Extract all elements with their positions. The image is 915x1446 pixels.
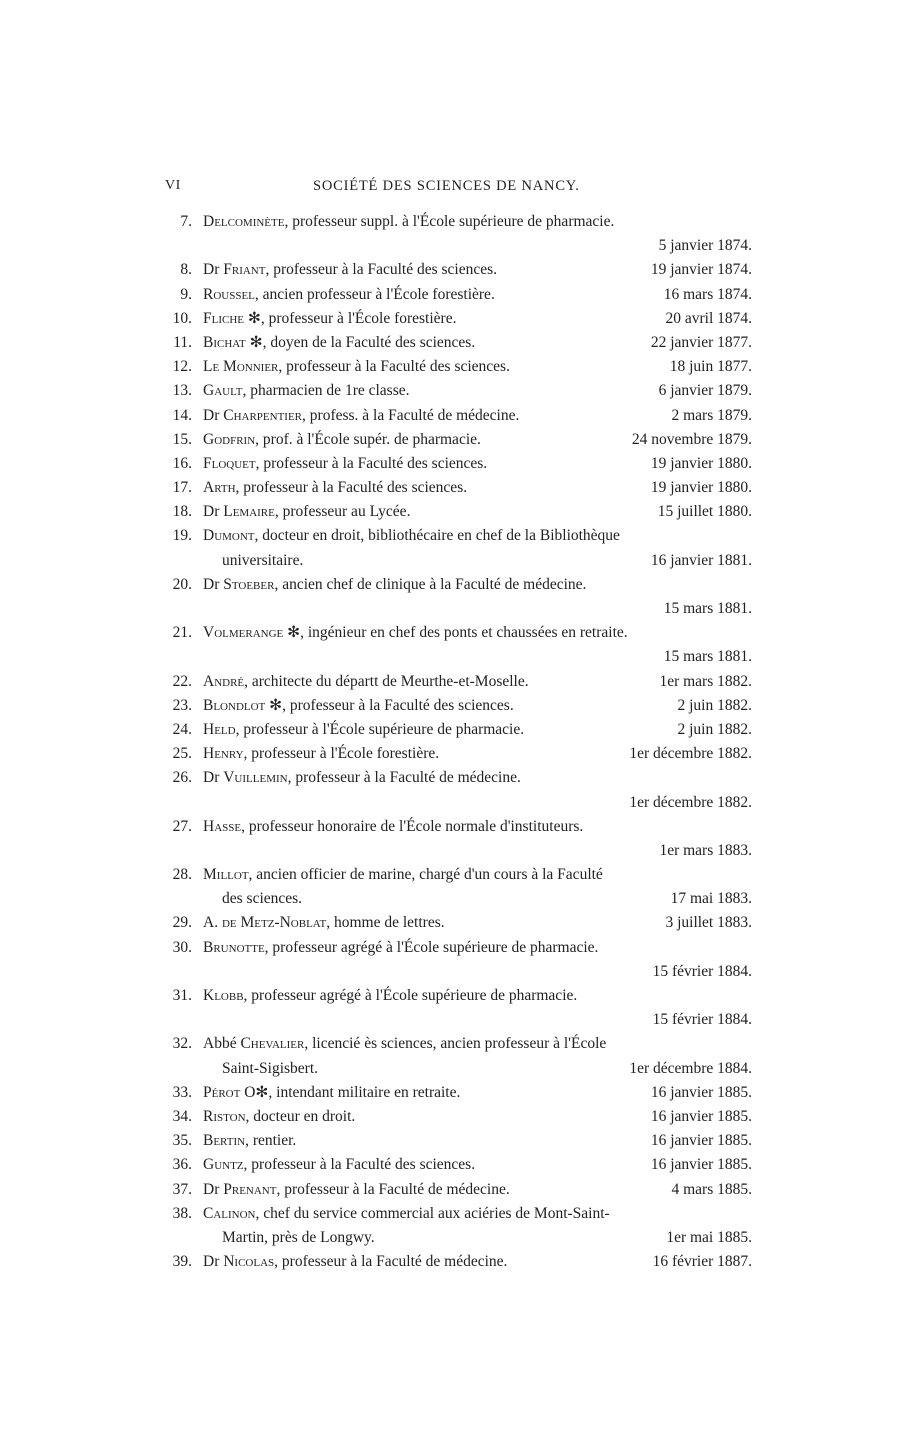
list-item-continuation — [160, 839, 752, 863]
member-description-continued: Martin, près de Longwy. — [222, 1228, 375, 1246]
entry-text — [203, 379, 410, 403]
list-item — [160, 718, 752, 742]
list-item — [160, 404, 752, 428]
admission-date: 16 janvier 1885. — [650, 1107, 752, 1125]
admission-date: 15 mars 1881. — [663, 600, 752, 617]
entry-text — [203, 1250, 507, 1274]
entry-number: 16. — [172, 454, 192, 472]
list-item-continuation — [160, 791, 752, 815]
member-description: , professeur à la Faculté des sciences. — [243, 1156, 476, 1174]
list-item — [160, 524, 752, 548]
entry-number: 31. — [172, 987, 192, 1004]
entry-number: 9. — [180, 285, 192, 303]
admission-date: 1er mars 1882. — [659, 672, 752, 690]
list-item-continuation — [160, 960, 752, 984]
entry-number: 15. — [172, 430, 192, 448]
list-item — [160, 283, 752, 307]
entry-number: 30. — [172, 938, 192, 956]
member-name: Bertin — [203, 1132, 246, 1150]
entry-text — [203, 984, 577, 1008]
entry-text — [203, 742, 439, 766]
member-name: Volmerange — [203, 624, 284, 642]
admission-date: 15 février 1884. — [652, 1011, 752, 1029]
entry-text — [203, 476, 467, 500]
entry-text — [203, 258, 497, 282]
member-name: Guntz — [203, 1156, 244, 1174]
admission-date: 15 juillet 1880. — [657, 503, 752, 521]
list-item-continuation — [160, 597, 752, 621]
entry-number: 7. — [180, 213, 192, 230]
list-item — [160, 694, 752, 718]
entry-number: 19. — [172, 527, 192, 545]
member-name: Nicolas — [223, 1253, 275, 1271]
entry-text — [203, 621, 628, 645]
admission-date: 16 janvier 1885. — [650, 1083, 752, 1101]
entry-number: 14. — [172, 406, 192, 424]
member-name: Millot — [203, 866, 249, 884]
member-description: , licencié ès sciences, ancien professeur à l'École — [304, 1035, 607, 1053]
entry-text — [203, 452, 487, 476]
member-description: , chef du service commercial aux aciéries de Mont-Saint- — [255, 1204, 610, 1222]
member-name: Le Monnier — [203, 358, 279, 376]
member-name: Fliche — [203, 309, 245, 327]
admission-date: 18 juin 1877. — [669, 358, 752, 376]
member-description-continued: universitaire. — [222, 551, 304, 569]
list-item — [160, 984, 752, 1008]
list-item — [160, 621, 752, 645]
member-description: , professeur à la Faculté des sciences. — [235, 479, 468, 497]
member-description: , professeur agrégé à l'École supérieure de pharmacie. — [243, 987, 578, 1004]
entry-number: 22. — [172, 672, 192, 690]
list-item-continuation — [160, 234, 752, 258]
member-description: , professeur à la Faculté de médecine. — [274, 1253, 508, 1271]
member-name: de Metz-Noblat — [221, 914, 327, 932]
list-item — [160, 379, 752, 403]
entry-number: 26. — [172, 769, 192, 787]
entry-text — [203, 1129, 296, 1153]
member-name: Vuillemin — [223, 769, 288, 787]
admission-date: 17 mai 1883. — [670, 890, 752, 908]
list-item — [160, 1032, 752, 1056]
member-description: , ancien chef de clinique à la Faculté de médecine. — [274, 575, 587, 593]
member-name: Henry — [203, 745, 244, 763]
list-item — [160, 1081, 752, 1105]
member-name: Klobb — [203, 987, 244, 1004]
list-item-continuation — [160, 1008, 752, 1032]
admission-date: 6 janvier 1879. — [658, 382, 752, 400]
admission-date: 4 mars 1885. — [671, 1180, 752, 1198]
entry-title-prefix: Abbé — [203, 1035, 241, 1053]
list-item — [160, 258, 752, 282]
entry-number: 35. — [172, 1132, 192, 1150]
entry-number: 25. — [172, 745, 192, 763]
member-description: , professeur suppl. à l'École supérieure de pharmacie. — [284, 213, 615, 230]
entry-text — [203, 815, 583, 839]
entry-text — [203, 694, 514, 718]
admission-date: 3 juillet 1883. — [665, 914, 752, 932]
list-item — [160, 766, 752, 790]
entry-text — [203, 718, 524, 742]
entry-number: 21. — [172, 624, 192, 642]
entry-title-prefix: Dr — [203, 769, 224, 787]
admission-date: 15 février 1884. — [652, 962, 752, 980]
entry-number: 39. — [172, 1253, 192, 1271]
admission-date: 2 mars 1879. — [671, 406, 752, 424]
member-description: ✻, ingénieur en chef des ponts et chaussées en retraite. — [283, 624, 628, 642]
member-name: Prenant — [223, 1180, 277, 1198]
member-name: Dumont — [203, 527, 255, 545]
member-name: Charpentier — [223, 406, 303, 424]
member-name: Floquet — [203, 454, 256, 472]
list-item — [160, 331, 752, 355]
member-description: , professeur à la Faculté de médecine. — [287, 769, 521, 787]
list-item — [160, 1129, 752, 1153]
member-description: O✻, intendant militaire en retraite. — [240, 1083, 461, 1101]
entry-title-prefix: Dr — [203, 1253, 224, 1271]
entry-number: 20. — [172, 575, 192, 593]
member-description: , professeur agrégé à l'École supérieure de pharmacie. — [264, 938, 599, 956]
entry-title-prefix: Dr — [203, 1180, 224, 1198]
list-item — [160, 670, 752, 694]
member-description: , professeur au Lycée. — [274, 503, 411, 521]
entry-text — [203, 573, 586, 597]
entry-number: 38. — [172, 1204, 192, 1222]
entry-title-prefix: Dr — [203, 503, 224, 521]
member-description: , professeur à la Faculté des sciences. — [265, 261, 498, 279]
admission-date: 20 avril 1874. — [665, 309, 752, 327]
admission-date: 1er décembre 1884. — [629, 1059, 752, 1077]
entry-text — [203, 1178, 510, 1202]
admission-date: 16 janvier 1885. — [650, 1132, 752, 1150]
entry-number: 37. — [172, 1180, 192, 1198]
member-description: , docteur en droit, bibliothécaire en chef de la Bibliothèque — [254, 527, 620, 545]
list-item — [160, 1105, 752, 1129]
list-item — [160, 742, 752, 766]
list-item — [160, 863, 752, 887]
admission-date: 19 janvier 1874. — [650, 261, 752, 279]
list-item — [160, 428, 752, 452]
entry-text — [203, 1105, 355, 1129]
entry-number: 27. — [172, 817, 192, 835]
member-description: , professeur à la Faculté des sciences. — [278, 358, 510, 376]
list-item — [160, 476, 752, 500]
member-name: André — [203, 672, 245, 690]
list-item — [160, 573, 752, 597]
member-name: Held — [203, 720, 236, 738]
member-description: , ancien officier de marine, chargé d'un cours à la Faculté — [248, 866, 603, 884]
entry-text — [203, 1081, 460, 1105]
page-number: VI — [165, 178, 181, 193]
entry-number: 13. — [172, 382, 192, 400]
header-title: SOCIÉTÉ DES SCIENCES DE NANCY. — [313, 178, 580, 194]
member-name: Friant — [223, 261, 266, 279]
entry-number: 17. — [172, 479, 192, 497]
list-item-continuation — [160, 1226, 752, 1250]
entry-number: 24. — [172, 720, 192, 738]
member-name: Godfrin — [203, 430, 256, 448]
member-description-continued: des sciences. — [222, 890, 303, 908]
entry-number: 33. — [172, 1083, 192, 1101]
admission-date: 2 juin 1882. — [677, 720, 752, 738]
admission-date: 16 mars 1874. — [663, 285, 752, 303]
admission-date: 19 janvier 1880. — [650, 454, 752, 472]
member-name: Pérot — [203, 1083, 241, 1101]
running-header — [165, 178, 755, 198]
member-description: , ancien professeur à l'École forestière. — [254, 285, 495, 303]
entry-number: 28. — [172, 866, 192, 884]
entry-title-prefix: Dr — [203, 575, 224, 593]
member-description: , rentier. — [245, 1132, 297, 1150]
list-item — [160, 815, 752, 839]
admission-date: 1er mars 1883. — [659, 841, 752, 859]
member-description-continued: Saint-Sigisbert. — [222, 1059, 319, 1077]
list-item — [160, 210, 752, 234]
admission-date: 1er mai 1885. — [666, 1228, 752, 1246]
member-name: Chevalier — [240, 1035, 305, 1053]
member-name: Stoeber — [223, 575, 275, 593]
entry-number: 11. — [173, 333, 192, 351]
list-item — [160, 307, 752, 331]
member-name: Roussel — [203, 285, 255, 303]
entry-text — [203, 500, 410, 524]
list-item — [160, 1250, 752, 1274]
member-description: , professeur honoraire de l'École normale d'instituteurs. — [241, 817, 584, 835]
entry-text — [203, 1032, 606, 1056]
member-name: Hasse — [203, 817, 242, 835]
member-description: , professeur à l'École forestière. — [243, 745, 440, 763]
entry-text — [203, 1153, 475, 1177]
member-description: , architecte du départt de Meurthe-et-Moselle. — [244, 672, 529, 690]
list-item-continuation — [160, 549, 752, 573]
entry-text — [203, 1202, 610, 1226]
entry-text — [203, 355, 510, 379]
member-description: , professeur à la Faculté des sciences. — [255, 454, 488, 472]
member-description: , prof. à l'École supér. de pharmacie. — [255, 430, 481, 448]
list-item — [160, 1178, 752, 1202]
entry-text — [203, 210, 614, 234]
entry-number: 12. — [172, 358, 192, 376]
entry-title-prefix: Dr — [203, 406, 224, 424]
entry-text — [203, 283, 495, 307]
entry-title-prefix: A. — [203, 914, 222, 932]
admission-date: 15 mars 1881. — [663, 648, 752, 666]
entry-text — [203, 428, 481, 452]
entry-number: 18. — [172, 503, 192, 521]
entry-number: 23. — [172, 696, 192, 714]
entry-text — [203, 331, 475, 355]
list-item-continuation — [160, 645, 752, 669]
list-item-continuation — [160, 1057, 752, 1081]
entry-number: 32. — [172, 1035, 192, 1053]
admission-date: 22 janvier 1877. — [650, 333, 752, 351]
list-item — [160, 452, 752, 476]
member-name: Gault — [203, 382, 243, 400]
entry-number: 8. — [180, 261, 192, 279]
list-item — [160, 936, 752, 960]
admission-date: 1er décembre 1882. — [629, 793, 752, 811]
entry-text — [203, 404, 519, 428]
member-description: ✻, doyen de la Faculté des sciences. — [245, 333, 476, 351]
admission-date: 16 février 1887. — [652, 1253, 752, 1271]
member-name: Lemaire — [223, 503, 275, 521]
entry-text — [203, 670, 529, 694]
member-description: , professeur à la Faculté de médecine. — [276, 1180, 510, 1198]
member-name: Arth — [203, 479, 236, 497]
entry-number: 29. — [172, 914, 192, 932]
member-description: , homme de lettres. — [326, 914, 445, 932]
member-name: Riston — [203, 1107, 246, 1125]
admission-date: 1er décembre 1882. — [629, 745, 752, 763]
member-description: , profess. à la Faculté de médecine. — [302, 406, 520, 424]
list-item — [160, 355, 752, 379]
entry-text — [203, 766, 521, 790]
entry-text — [203, 936, 598, 960]
entry-number: 10. — [172, 309, 192, 327]
entry-number: 34. — [172, 1107, 192, 1125]
admission-date: 5 janvier 1874. — [658, 237, 752, 255]
admission-date: 24 novembre 1879. — [631, 430, 752, 448]
admission-date: 16 janvier 1885. — [650, 1156, 752, 1174]
list-item — [160, 1153, 752, 1177]
entry-text — [203, 307, 456, 331]
entry-text — [203, 911, 445, 935]
list-item — [160, 1202, 752, 1226]
member-description: , pharmacien de 1re classe. — [242, 382, 410, 400]
admission-date: 2 juin 1882. — [677, 696, 752, 714]
admission-date: 16 janvier 1881. — [650, 551, 752, 569]
member-name: Bichat — [203, 333, 246, 351]
member-name: Calinon — [203, 1204, 256, 1222]
member-description: , docteur en droit. — [245, 1107, 356, 1125]
member-name: Blondlot — [203, 696, 266, 714]
list-item — [160, 911, 752, 935]
entry-title-prefix: Dr — [203, 261, 224, 279]
member-name: Delcominète — [203, 213, 285, 230]
list-item-continuation — [160, 887, 752, 911]
list-item — [160, 500, 752, 524]
member-description: ✻, professeur à la Faculté des sciences. — [265, 696, 514, 714]
entry-text — [203, 863, 603, 887]
member-description: ✻, professeur à l'École forestière. — [244, 309, 457, 327]
member-description: , professeur à l'École supérieure de pharmacie. — [235, 720, 525, 738]
member-name: Brunotte — [203, 938, 265, 956]
entry-number: 36. — [172, 1156, 192, 1174]
admission-date: 19 janvier 1880. — [650, 479, 752, 497]
entry-text — [203, 524, 620, 548]
member-list — [160, 210, 752, 1274]
